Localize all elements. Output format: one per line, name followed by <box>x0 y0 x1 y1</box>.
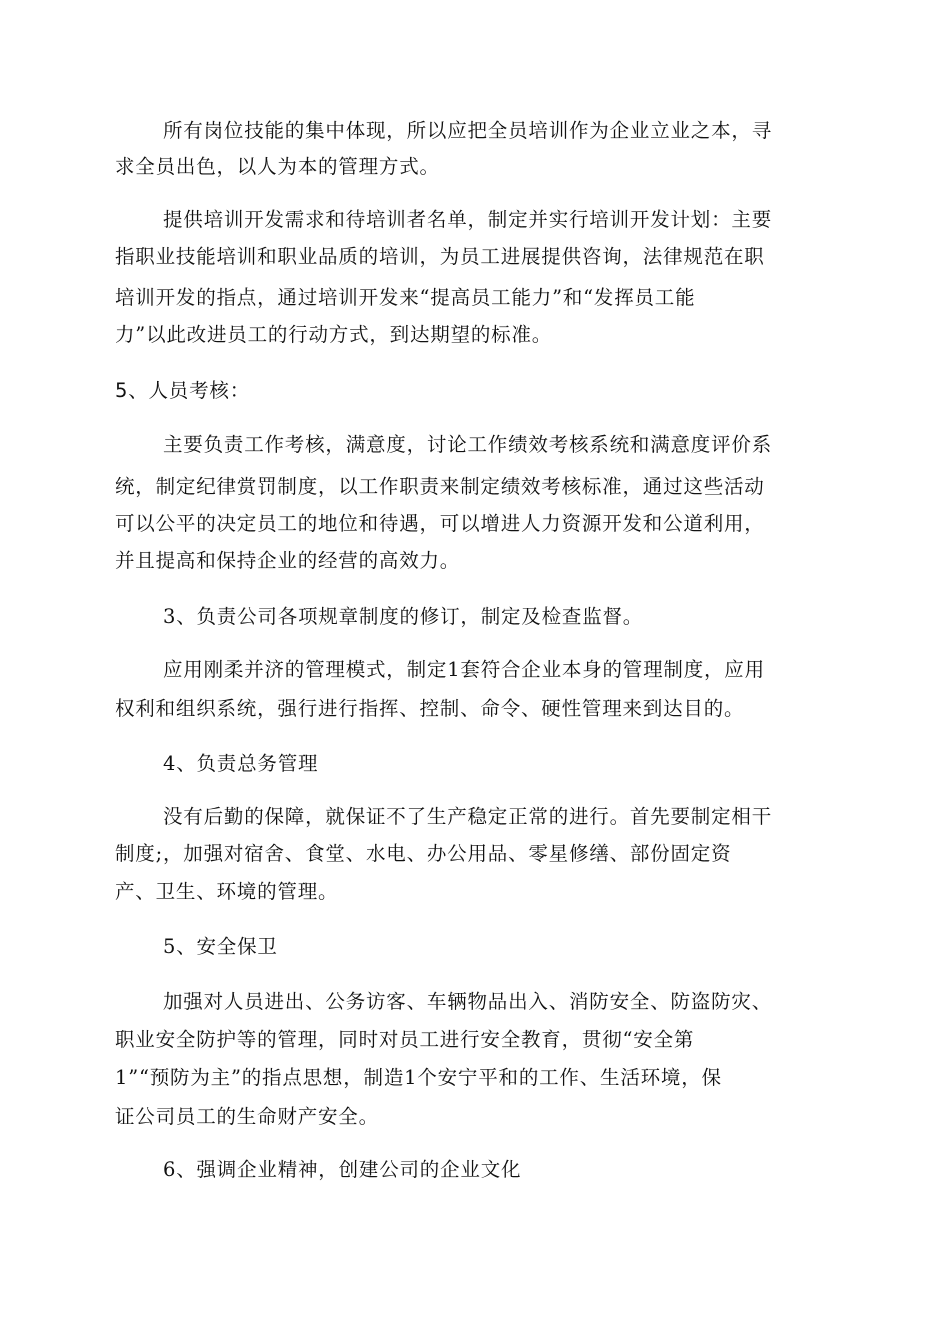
text-line: 并且提高和保持企业的经营的高效力。 <box>115 549 461 572</box>
text-line: 所有岗位技能的集中体现，所以应把全员培训作为企业立业之本，寻 <box>163 119 773 142</box>
text-line: 职业安全防护等的管理，同时对员工进行安全教育，贯彻“安全第 <box>115 1028 695 1051</box>
text-line: 4、负责总务管理 <box>163 752 319 775</box>
text-line: 力”以此改进员工的行动方式，到达期望的标准。 <box>115 323 553 346</box>
text-line: 没有后勤的保障，就保证不了生产稳定正常的进行。首先要制定相干 <box>163 805 773 828</box>
text-line: 1”“预防为主”的指点思想，制造1个安宁平和的工作、生活环境，保 <box>115 1066 722 1089</box>
text-line: 证公司员工的生命财产安全。 <box>115 1105 379 1128</box>
text-line: 制度;，加强对宿舍、食堂、水电、办公用品、零星修缮、部份固定资 <box>115 842 732 865</box>
text-line: 产、卫生、环境的管理。 <box>115 880 339 903</box>
text-line: 6、强调企业精神，创建公司的企业文化 <box>163 1158 522 1181</box>
text-line: 主要负责工作考核，满意度，讨论工作绩效考核系统和满意度评价系 <box>163 433 773 456</box>
text-line: 培训开发的指点，通过培训开发来“提高员工能力”和“发挥员工能 <box>115 286 696 309</box>
text-line: 可以公平的决定员工的地位和待遇，可以增进人力资源开发和公道利用， <box>115 512 765 535</box>
section-heading: 5、人员考核： <box>115 379 251 402</box>
text-line: 提供培训开发需求和待培训者名单，制定并实行培训开发计划：主要 <box>163 208 773 231</box>
text-line: 加强对人员进出、公务访客、车辆物品出入、消防安全、防盗防灾、 <box>163 990 773 1013</box>
text-line: 5、安全保卫 <box>163 935 278 958</box>
text-line: 3、负责公司各项规章制度的修订，制定及检查监督。 <box>163 605 644 628</box>
text-line: 应用刚柔并济的管理模式，制定1套符合企业本身的管理制度，应用 <box>163 658 765 681</box>
text-line: 权利和组织系统，强行进行指挥、控制、命令、硬性管理来到达目的。 <box>115 697 745 720</box>
text-line: 求全员出色，以人为本的管理方式。 <box>115 155 440 178</box>
text-line: 指职业技能培训和职业品质的培训，为员工进展提供咨询，法律规范在职 <box>115 245 765 268</box>
text-line: 统，制定纪律赏罚制度，以工作职责来制定绩效考核标准，通过这些活动 <box>115 475 765 498</box>
